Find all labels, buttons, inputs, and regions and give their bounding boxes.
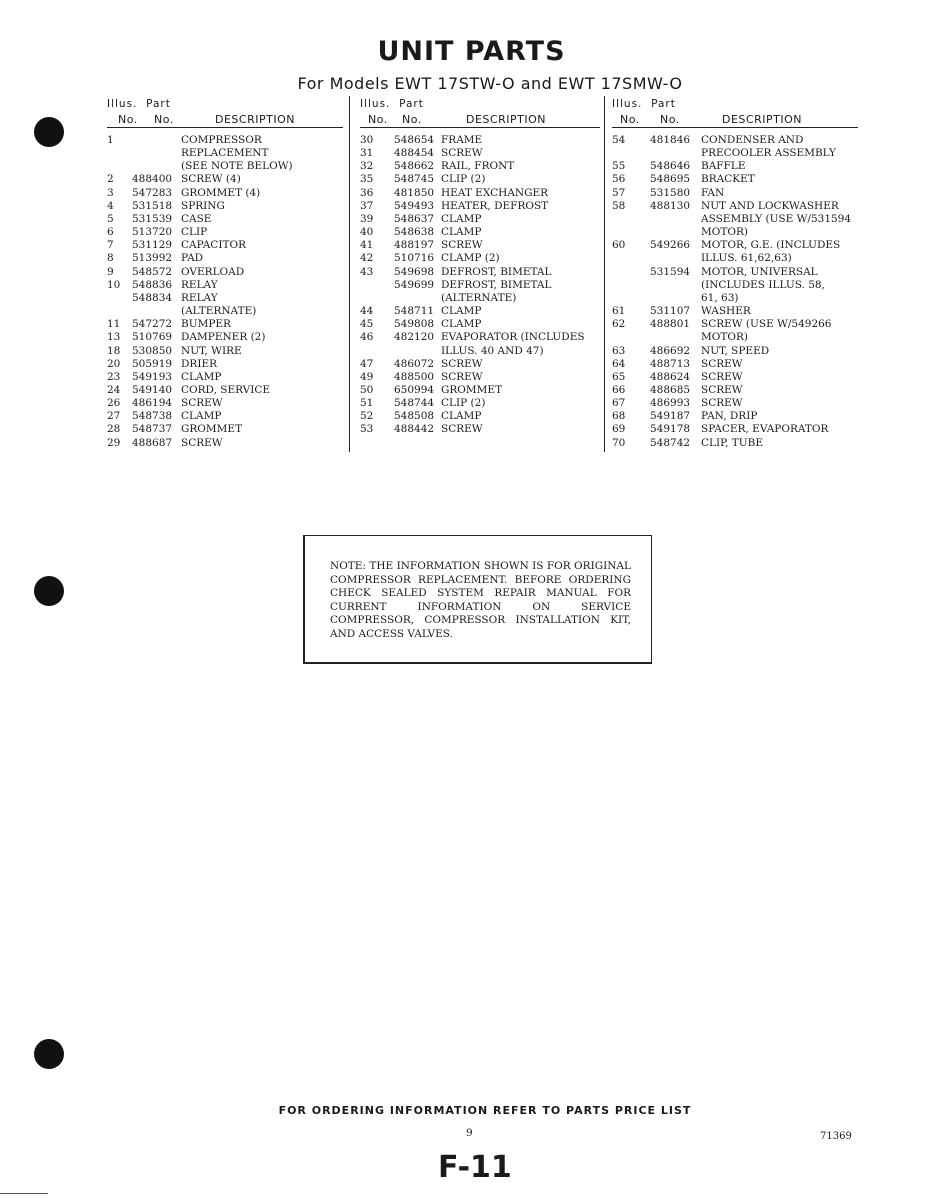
illus-number: 7 [107,239,114,252]
parts-column-1 [107,98,343,450]
part-row [107,187,343,200]
part-row [107,384,343,397]
part-description: CLIP (2) [441,173,486,186]
illus-number: 29 [107,436,121,449]
part-description: EVAPORATOR (INCLUDES ILLUS. 40 AND 47) [441,331,585,357]
part-row [107,279,343,292]
part-row [612,318,858,344]
column-header-top [612,98,858,112]
binder-hole [34,1039,64,1069]
illus-header: Illus. [107,98,138,110]
part-description: GROMMET (4) [181,186,261,199]
part-description: CLAMP [441,410,482,423]
part-row [360,397,600,410]
scan-edge-line [0,1193,48,1194]
part-number: 488685 [650,383,691,396]
part-number: 548745 [394,173,435,186]
page-number: 9 [466,1127,473,1139]
part-number: 548637 [394,212,435,225]
part-number: 531580 [650,186,691,199]
part-description: SCREW [701,357,743,370]
part-number: 548638 [394,226,435,239]
part-row [107,292,343,318]
part-row [612,160,858,173]
illus-number: 9 [107,265,114,278]
part-row [612,266,858,305]
column-header-bottom [360,112,600,128]
illus-number: 11 [107,318,121,331]
part-number: 488500 [394,370,435,383]
part-row [360,147,600,160]
section-code: F-11 [438,1150,512,1185]
part-row [107,226,343,239]
column-header-top [360,98,600,112]
part-number: 548654 [394,134,435,146]
part-row [612,134,858,160]
illus-number: 49 [360,370,374,383]
part-description: CASE [181,212,212,225]
illus-number: 8 [107,252,114,265]
part-description: SCREW [181,397,223,410]
part-description: CAPACITOR [181,239,246,252]
column-divider [604,96,605,452]
part-row [612,200,858,239]
part-description: CLIP [181,226,208,239]
part-number: 548662 [394,160,435,173]
part-row [107,213,343,226]
illus-number: 26 [107,397,121,410]
part-number: 486993 [650,397,691,410]
part-row [360,252,600,265]
illus-number: 40 [360,226,374,239]
part-number: 488442 [394,423,435,436]
illus-number: 20 [107,357,121,370]
part-row [612,345,858,358]
part-row [107,423,343,436]
part-row [107,371,343,384]
part-description: SCREW [181,436,223,449]
part-description: OVERLOAD [181,265,245,278]
part-description: SCREW [441,357,483,370]
part-number: 486194 [132,397,173,410]
part-number: 650994 [394,383,435,396]
part-row [612,384,858,397]
part-row [107,266,343,279]
part-description: SCREW [441,239,483,252]
part-description: SCREW [701,397,743,410]
part-description: SCREW [441,370,483,383]
part-row [360,358,600,371]
illus-number: 58 [612,199,626,212]
illus-number: 56 [612,173,626,186]
illus-number: 37 [360,199,374,212]
part-number: 549493 [394,199,435,212]
illus-header: Illus. [612,98,643,110]
part-description: MOTOR, G.E. (INCLUDES ILLUS. 61,62,63) [701,239,841,265]
part-row [107,397,343,410]
part-row [360,279,600,305]
part-number: 549193 [132,370,173,383]
part-row [360,331,600,357]
part-number: 481846 [650,134,691,146]
part-description: COMPRESSOR REPLACEMENT (SEE NOTE BELOW) [181,134,293,173]
parts-list [612,134,858,450]
part-row [360,160,600,173]
part-number: 486072 [394,357,435,370]
parts-list [360,134,600,437]
part-row [107,134,343,173]
page-title: UNIT PARTS [377,36,566,67]
part-row [107,345,343,358]
part-header: Part [651,98,676,110]
illus-number: 32 [360,160,374,173]
part-number: 488197 [394,239,435,252]
part-number: 549808 [394,318,435,331]
illus-number: 46 [360,331,374,344]
part-row [360,384,600,397]
part-description: PAD [181,252,204,265]
parts-list [107,134,343,450]
illus-number: 53 [360,423,374,436]
part-number: 488400 [132,173,173,186]
illus-number: 36 [360,186,374,199]
part-row [612,437,858,450]
part-row [107,437,343,450]
illus-number: 63 [612,344,626,357]
part-number: 548572 [132,265,173,278]
part-row [107,173,343,186]
part-number: 488713 [650,357,691,370]
part-number: 482120 [394,331,435,344]
illus-number: 13 [107,331,121,344]
part-description: DEFROST, BIMETAL (ALTERNATE) [441,278,552,304]
part-description: WASHER [701,305,751,318]
illus-number: 55 [612,160,626,173]
illus-number: 45 [360,318,374,331]
part-description: DAMPENER (2) [181,331,266,344]
part-row [360,410,600,423]
part-description: BUMPER [181,318,231,331]
illus-number: 64 [612,357,626,370]
part-number: 486692 [650,344,691,357]
part-description: DEFROST, BIMETAL [441,265,552,278]
illus-number: 6 [107,226,114,239]
part-row [612,410,858,423]
part-row [360,305,600,318]
part-description: PAN, DRIP [701,410,758,423]
part-description: SPACER, EVAPORATOR [701,423,829,436]
illus-number: 67 [612,397,626,410]
part-number: 548711 [394,305,435,318]
part-number: 531594 [650,265,691,278]
illus-number: 69 [612,423,626,436]
description-header: DESCRIPTION [466,113,546,126]
illus-number: 60 [612,239,626,252]
part-row [360,239,600,252]
part-number: 548508 [394,410,435,423]
part-row [107,239,343,252]
illus-number: 30 [360,134,374,146]
part-row [612,358,858,371]
part-row [612,423,858,436]
part-description: GROMMET [181,423,243,436]
illus-number: 28 [107,423,121,436]
part-description: CORD, SERVICE [181,383,271,396]
part-number: 488454 [394,147,435,160]
part-description: SCREW [441,423,483,436]
part-row [360,134,600,147]
part-row [107,318,343,331]
part-description: CLAMP [441,318,482,331]
illus-number: 57 [612,186,626,199]
part-description: FRAME [441,134,483,146]
part-row [107,410,343,423]
illus-number: 23 [107,370,121,383]
part-number: 488624 [650,370,691,383]
part-row [612,239,858,265]
part-number: 549187 [650,410,691,423]
column-header-bottom [612,112,858,128]
part-header: Part [399,98,424,110]
part-description: SCREW [701,383,743,396]
part-no-header: No. [402,113,422,126]
illus-number: 42 [360,252,374,265]
illus-number: 27 [107,410,121,423]
illus-no-header: No. [368,113,388,126]
illus-number: 44 [360,305,374,318]
part-number: 530850 [132,344,173,357]
part-number: 488801 [650,318,691,331]
part-number: 547283 [132,186,173,199]
note-box [303,535,652,664]
part-description: SCREW (USE W/549266 MOTOR) [701,318,832,344]
illus-number: 2 [107,173,114,186]
part-description: NUT, WIRE [181,344,242,357]
part-number: 510769 [132,331,173,344]
part-row [612,305,858,318]
part-row [107,358,343,371]
part-row [612,397,858,410]
part-number: 531539 [132,212,173,225]
part-description: BRACKET [701,173,755,186]
illus-number: 52 [360,410,374,423]
part-description: GROMMET [441,383,503,396]
column-header-top [107,98,343,112]
part-number: 549699 [394,278,435,291]
illus-number: 68 [612,410,626,423]
part-no-header: No. [660,113,680,126]
part-description: CLAMP (2) [441,252,500,265]
part-number: 510716 [394,252,435,265]
part-number: 549178 [650,423,691,436]
part-row [360,371,600,384]
part-number: 548742 [650,436,691,449]
binder-hole [34,117,64,147]
part-number: 505919 [132,357,173,370]
parts-column-2 [360,98,600,437]
column-divider [349,96,350,452]
illus-number: 10 [107,278,121,291]
illus-number: 51 [360,397,374,410]
part-description: RAIL, FRONT [441,160,515,173]
part-description: HEAT EXCHANGER [441,186,549,199]
part-number: 531107 [650,305,691,318]
part-row [107,200,343,213]
part-row [612,371,858,384]
part-number: 548695 [650,173,691,186]
illus-number: 1 [107,134,114,146]
part-description: CLAMP [441,226,482,239]
part-header: Part [146,98,171,110]
part-row [107,252,343,265]
part-description: BAFFLE [701,160,746,173]
description-header: DESCRIPTION [722,113,802,126]
part-description: CLIP, TUBE [701,436,764,449]
part-row [107,331,343,344]
part-number: 548738 [132,410,173,423]
part-number: 481850 [394,186,435,199]
part-number: 548834 [132,291,173,304]
part-description: CLAMP [181,370,222,383]
illus-number: 70 [612,436,626,449]
illus-number: 41 [360,239,374,252]
illus-number: 5 [107,212,114,225]
part-number: 548836 [132,278,173,291]
part-number: 548646 [650,160,691,173]
ordering-info: FOR ORDERING INFORMATION REFER TO PARTS PRICE LIST [278,1104,692,1117]
illus-number: 18 [107,344,121,357]
part-row [360,187,600,200]
part-row [360,318,600,331]
illus-number: 62 [612,318,626,331]
illus-number: 31 [360,147,374,160]
part-row [360,200,600,213]
part-row [360,423,600,436]
illus-number: 61 [612,305,626,318]
part-number: 531518 [132,199,173,212]
part-description: CLAMP [441,305,482,318]
illus-no-header: No. [620,113,640,126]
illus-header: Illus. [360,98,391,110]
part-description: NUT, SPEED [701,344,770,357]
part-number: 549266 [650,239,691,252]
column-header-bottom [107,112,343,128]
part-description: HEATER, DEFROST [441,199,549,212]
part-description: RELAY [181,278,218,291]
document-code: 71369 [820,1131,852,1142]
illus-number: 47 [360,357,374,370]
part-description: SCREW [441,147,483,160]
part-number: 488687 [132,436,173,449]
part-number: 488130 [650,199,691,212]
part-description: CLAMP [181,410,222,423]
illus-number: 3 [107,186,114,199]
part-number: 548744 [394,397,435,410]
models-subtitle: For Models EWT 17STW-O and EWT 17SMW-O [297,74,683,93]
part-number: 531129 [132,239,173,252]
binder-hole [34,576,64,606]
part-description: FAN [701,186,725,199]
part-number: 547272 [132,318,173,331]
illus-number: 35 [360,173,374,186]
illus-number: 50 [360,383,374,396]
part-row [360,213,600,226]
part-description: CLIP (2) [441,397,486,410]
part-no-header: No. [154,113,174,126]
note-text: NOTE: THE INFORMATION SHOWN IS FOR ORIGINAL COMPRESSOR REPLACEMENT. BEFORE ORDERING CHECK SEALED SYSTEM REPAIR MANUAL FOR CURRENT INFORMATION ON SERVICE COMPRESSOR, COMPRESSOR INSTALLATION KIT, AND ACCESS VALVES. [330,560,631,640]
part-row [612,187,858,200]
illus-number: 39 [360,212,374,225]
part-description: MOTOR, UNIVERSAL (INCLUDES ILLUS. 58, 61, 63) [701,265,825,304]
part-description: DRIER [181,357,218,370]
part-description: CONDENSER AND PRECOOLER ASSEMBLY [701,134,836,160]
part-number: 513720 [132,226,173,239]
part-row [360,173,600,186]
part-row [360,226,600,239]
part-number: 549698 [394,265,435,278]
part-description: RELAY (ALTERNATE) [181,291,257,318]
parts-column-3 [612,98,858,450]
illus-number: 66 [612,383,626,396]
part-number: 513992 [132,252,173,265]
part-number: 549140 [132,383,173,396]
part-description: SCREW [701,370,743,383]
illus-number: 4 [107,199,114,212]
illus-number: 65 [612,370,626,383]
illus-number: 24 [107,383,121,396]
part-row [360,266,600,279]
part-description: SPRING [181,199,225,212]
illus-number: 43 [360,265,374,278]
part-description: NUT AND LOCKWASHER ASSEMBLY (USE W/531594 MOTOR) [701,199,852,239]
illus-number: 54 [612,134,626,146]
part-row [612,173,858,186]
illus-no-header: No. [118,113,138,126]
part-number: 548737 [132,423,173,436]
part-description: CLAMP [441,212,482,225]
part-description: SCREW (4) [181,173,241,186]
description-header: DESCRIPTION [215,113,295,126]
